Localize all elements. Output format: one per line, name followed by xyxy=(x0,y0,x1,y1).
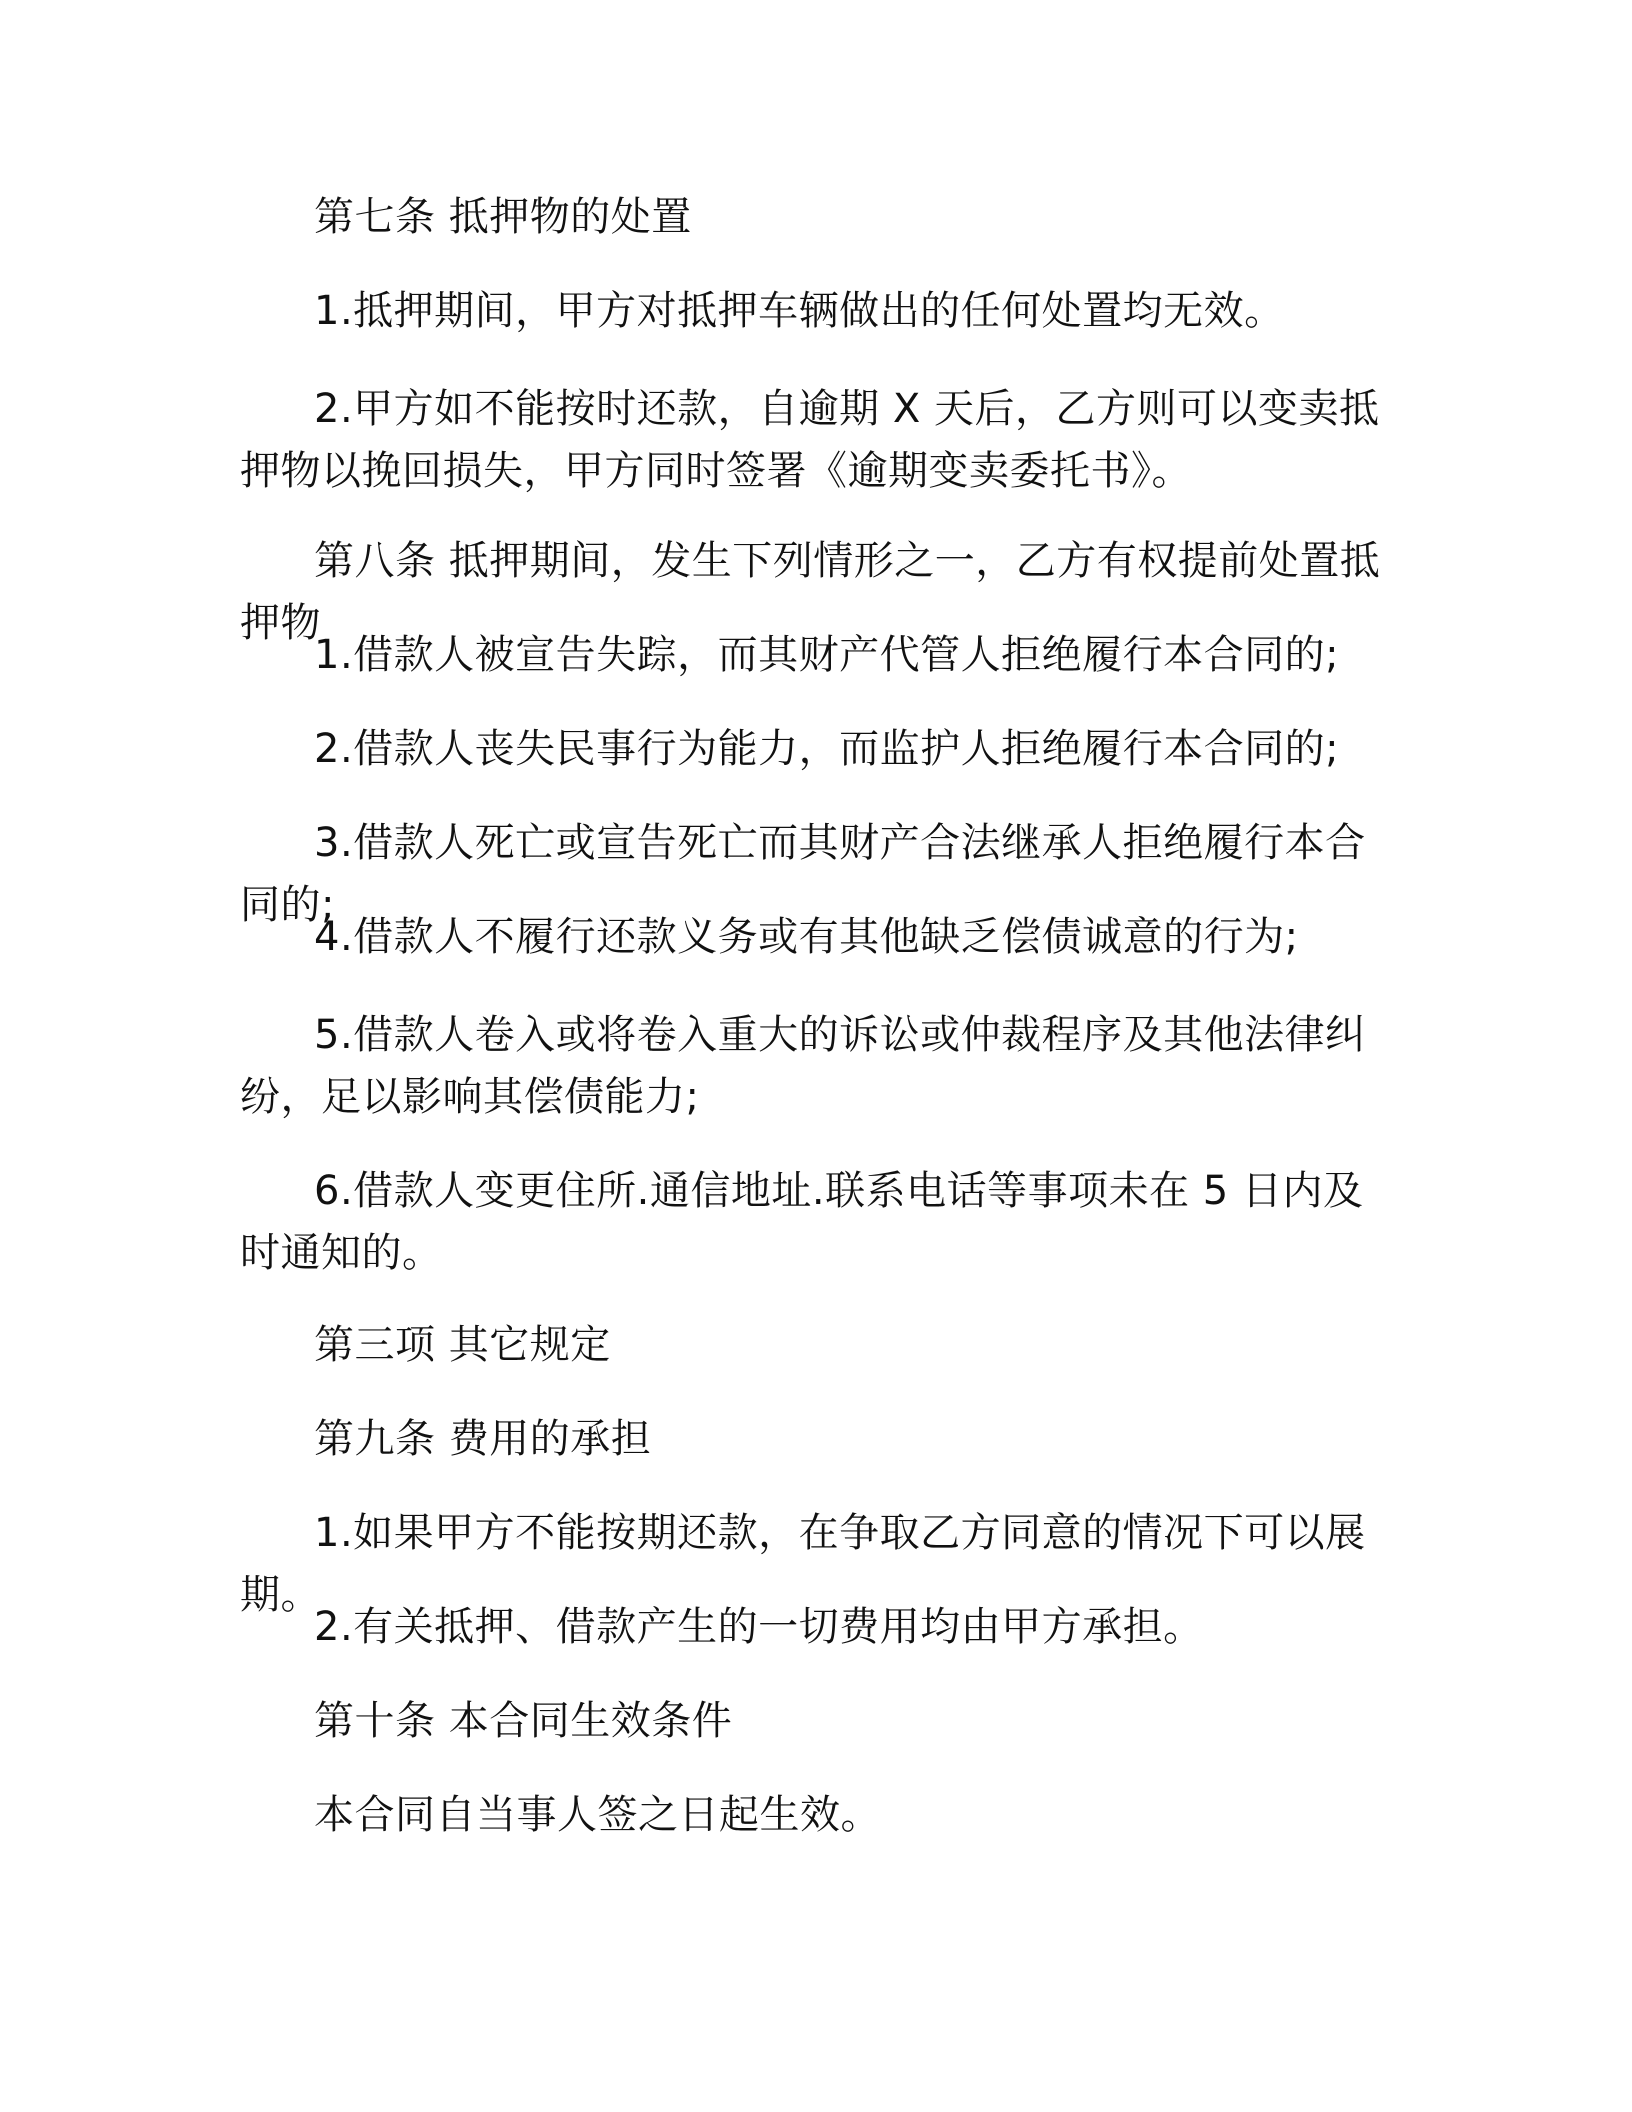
article-8-item-1: 1.借款人被宣告失踪，而其财产代管人拒绝履行本合同的; xyxy=(314,632,1340,678)
article-9-heading: 第九条 费用的承担 xyxy=(314,1416,652,1462)
article-10-heading: 第十条 本合同生效条件 xyxy=(314,1698,733,1744)
article-8-item-6: 6.借款人变更住所.通信地址.联系电话等事项未在 5 日内及时通知的。 xyxy=(240,1168,1364,1276)
article-10-body: 本合同自当事人签之日起生效。 xyxy=(314,1792,881,1838)
article-8-item-2: 2.借款人丧失民事行为能力，而监护人拒绝履行本合同的; xyxy=(314,726,1340,772)
article-7-clause-1: 1.抵押期间，甲方对抵押车辆做出的任何处置均无效。 xyxy=(314,288,1285,334)
article-7-clause-2: 2.甲方如不能按时还款，自逾期 X 天后，乙方则可以变卖抵押物以挽回损失，甲方同时签署《逾期变卖委托书》。 xyxy=(240,386,1380,494)
article-8-item-3: 3.借款人死亡或宣告死亡而其财产合法继承人拒绝履行本合同的; xyxy=(240,820,1366,928)
section-3-heading: 第三项 其它规定 xyxy=(314,1322,611,1368)
article-8-heading: 第八条 抵押期间，发生下列情形之一，乙方有权提前处置抵押物 xyxy=(240,538,1381,646)
article-9-clause-2: 2.有关抵押、借款产生的一切费用均由甲方承担。 xyxy=(314,1604,1204,1650)
article-7-heading: 第七条 抵押物的处置 xyxy=(314,194,692,240)
article-8-item-4: 4.借款人不履行还款义务或有其他缺乏偿债诚意的行为; xyxy=(314,914,1299,960)
article-9-clause-1: 1.如果甲方不能按期还款，在争取乙方同意的情况下可以展期。 xyxy=(240,1510,1366,1618)
article-8-item-5: 5.借款人卷入或将卷入重大的诉讼或仲裁程序及其他法律纠纷，足以影响其偿债能力; xyxy=(240,1012,1366,1120)
